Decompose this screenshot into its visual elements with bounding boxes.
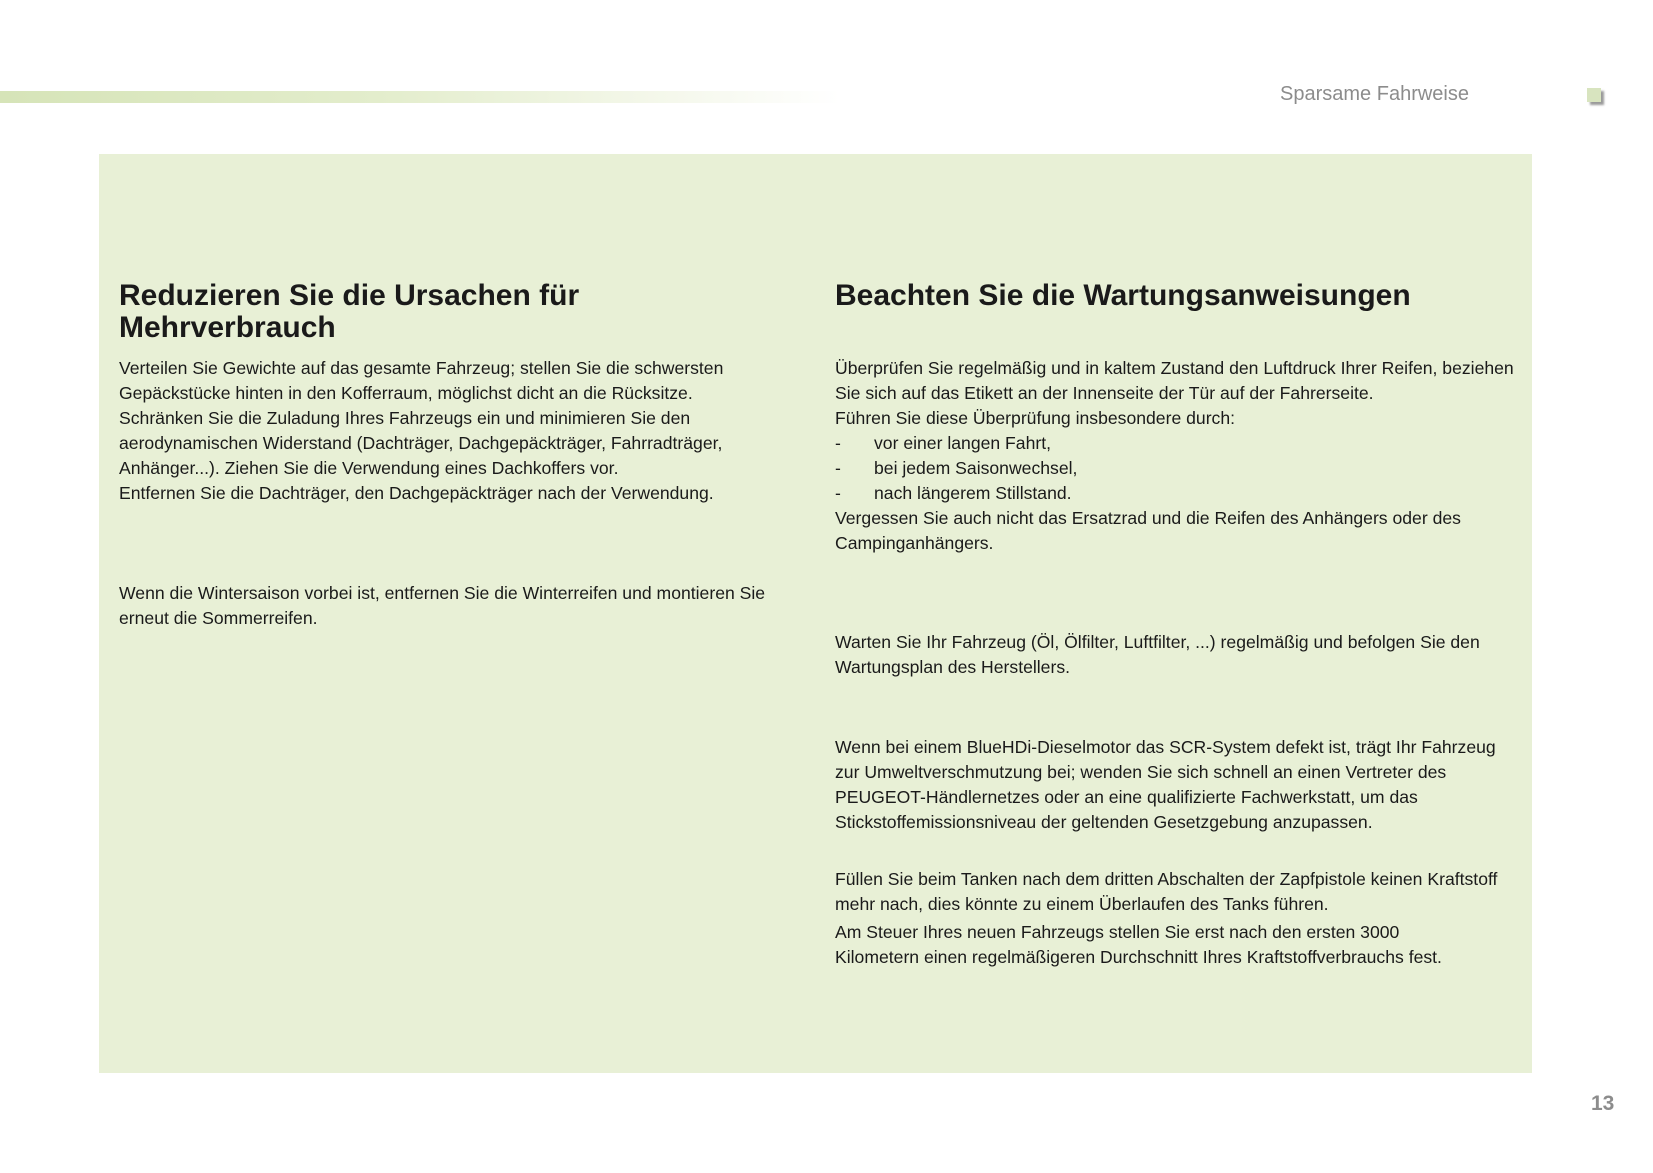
list-item-text: vor einer langen Fahrt, — [874, 433, 1052, 453]
check-list — [835, 431, 1515, 506]
section-marker-icon — [1587, 88, 1601, 102]
left-heading: Reduzieren Sie die Ursachen für Mehrverbrauch — [119, 279, 580, 344]
list-marker: - — [835, 458, 841, 478]
right-paragraph: Wenn bei einem BlueHDi-Dieselmotor das SCR-System defekt ist, trägt Ihr Fahrzeug zur Umweltverschmutzung bei; wenden Sie sich schnell an einen Vertreter des PEUGEOT-Händlernetzes oder an eine qualifizierte Fachwerkstatt, um das Stickstoffemissionsniveau der geltenden Gesetzgebung anzupassen. — [835, 737, 1496, 832]
section-title: Sparsame Fahrweise — [1280, 83, 1469, 105]
list-intro: Führen Sie diese Überprüfung insbesondere durch: — [835, 408, 1236, 428]
list-marker: - — [835, 433, 841, 453]
list-item — [835, 431, 1515, 456]
left-column — [119, 279, 789, 628]
left-paragraph: Verteilen Sie Gewichte auf das gesamte Fahrzeug; stellen Sie die schwersten Gepäckstücke hinten in den Kofferraum, möglichst dicht an die Rücksitze. — [119, 358, 724, 403]
right-intro: Überprüfen Sie regelmäßig und in kaltem Zustand den Luftdruck Ihrer Reifen, beziehen Sie sich auf das Etikett an der Innenseite der Tür auf der Fahrerseite. — [835, 358, 1514, 403]
right-paragraph: Am Steuer Ihres neuen Fahrzeugs stellen Sie erst nach den ersten 3000 Kilometern einen regelmäßigeren Durchschnitt Ihres Kraftstoffverbrauchs fest. — [835, 922, 1442, 967]
list-item — [835, 481, 1515, 506]
list-marker: - — [835, 483, 841, 503]
header-gradient-bar — [0, 91, 840, 103]
tire-pressure-block — [835, 356, 1515, 556]
right-heading: Beachten Sie die Wartungsanweisungen — [835, 279, 1411, 312]
right-paragraph: Warten Sie Ihr Fahrzeug (Öl, Ölfilter, Luftfilter, ...) regelmäßig und befolgen Sie den Wartungsplan des Herstellers. — [835, 632, 1480, 677]
list-item-text: bei jedem Saisonwechsel, — [874, 458, 1078, 478]
list-item-text: nach längerem Stillstand. — [874, 483, 1072, 503]
right-column — [835, 279, 1515, 967]
after-list-paragraph: Vergessen Sie auch nicht das Ersatzrad und die Reifen des Anhängers oder des Campinganhängers. — [835, 508, 1461, 553]
right-paragraph: Füllen Sie beim Tanken nach dem dritten Abschalten der Zapfpistole keinen Kraftstoff mehr nach, dies könnte zu einem Überlaufen des Tanks führen. — [835, 869, 1498, 914]
left-paragraph: Schränken Sie die Zuladung Ihres Fahrzeugs ein und minimieren Sie den aerodynamischen Widerstand (Dachträger, Dachgepäckträger, Fahrradträger, Anhänger...). Ziehen Sie die Verwendung eines Dachkoffers vor. — [119, 408, 723, 478]
page-number: 13 — [1591, 1092, 1615, 1115]
list-item — [835, 456, 1515, 481]
left-paragraph: Entfernen Sie die Dachträger, den Dachgepäckträger nach der Verwendung. — [119, 483, 714, 503]
left-text-block — [119, 356, 789, 506]
left-paragraph: Wenn die Wintersaison vorbei ist, entfernen Sie die Winterreifen und montieren Sie erneut die Sommerreifen. — [119, 583, 766, 628]
